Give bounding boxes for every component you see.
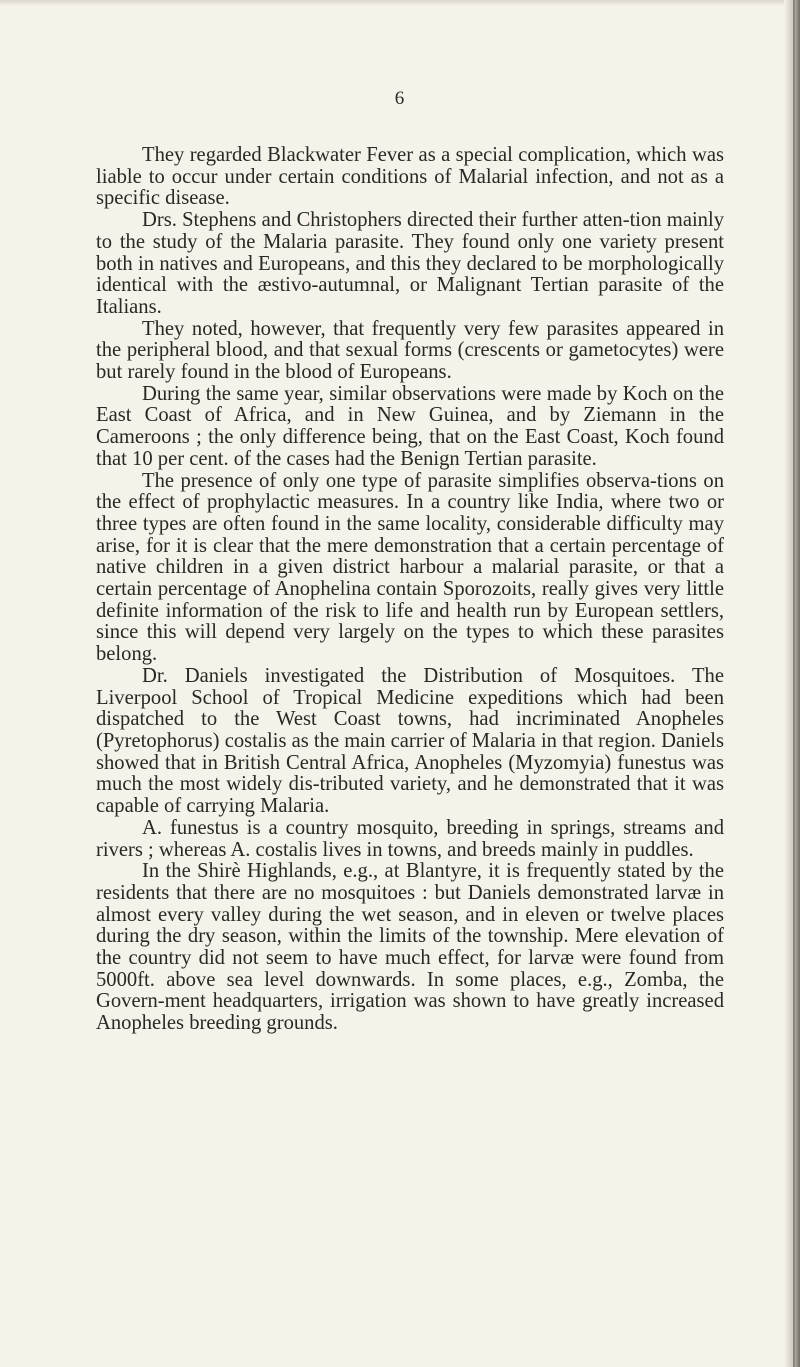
page-top-edge <box>0 0 800 6</box>
paragraph-6: Dr. Daniels investigated the Distribution of Mosquitoes. The Liverpool School of Tropical Medicine expeditions which had been dispatched to the West Coast towns, had incriminated Anopheles (Pyretophorus) costalis as the main carrier of Malaria in that region. Daniels showed that in British Central Africa, Anopheles (Myzomyia) funestus was much the most widely dis-tributed variety, and he demonstrated that it was capable of carrying Malaria. <box>96 664 724 818</box>
paragraph-5: The presence of only one type of parasite simplifies observa-tions on the effect of prophylactic measures. In a country like India, where two or three types are often found in the same locality, considerable difficulty may arise, for it is clear that the mere demonstration that a certain percentage of native children in a given district harbour a malarial parasite, or that a certain percentage of Anophelina contain Sporozoits, really gives very little definite information of the risk to life and health run by European settlers, since this will depend very largely on the types to which these parasites belong. <box>96 469 724 666</box>
page-binding-line <box>793 0 795 1367</box>
paragraph-1: They regarded Blackwater Fever as a special complication, which was liable to occur under certain conditions of Malarial infection, and not as a specific disease. <box>96 144 724 210</box>
paragraph-4: During the same year, similar observations were made by Koch on the East Coast of Africa, and in New Guinea, and by Ziemann in the Cameroons ; the only difference being, that on the East Coast, Koch found that 10 per cent. of the cases had the Benign Tertian parasite. <box>96 382 724 470</box>
paragraph-3: They noted, however, that frequently very few parasites appeared in the peripheral blood, and that sexual forms (crescents or gametocytes) were but rarely found in the blood of Europeans. <box>96 317 724 384</box>
paragraph-7: A. funestus is a country mosquito, breeding in springs, streams and rivers ; whereas A. costalis lives in towns, and breeds mainly in puddles. <box>96 816 724 861</box>
paragraph-2: Drs. Stephens and Christophers directed their further atten-tion mainly to the study of the Malaria parasite. They found only one variety present both in natives and Europeans, and this they declared to be morphologically identical with the æstivo-autumnal, or Malignant Tertian parasite of the Italians. <box>96 209 724 318</box>
page-right-edge-shadow <box>784 0 800 1367</box>
body-text <box>96 145 724 1035</box>
page-number: 6 <box>394 88 406 109</box>
paragraph-8: In the Shirè Highlands, e.g., at Blantyre, it is frequently stated by the residents that there are no mosquitoes : but Daniels demonstrated larvæ in almost every valley during the wet season, and in eleven or twelve places during the dry season, within the limits of the township. Mere elevation of the country did not seem to have much effect, for larvæ were found from 5000ft. above sea level downwards. In some places, e.g., Zomba, the Govern-ment headquarters, irrigation was shown to have greatly increased Anopheles breeding grounds. <box>96 860 724 1035</box>
